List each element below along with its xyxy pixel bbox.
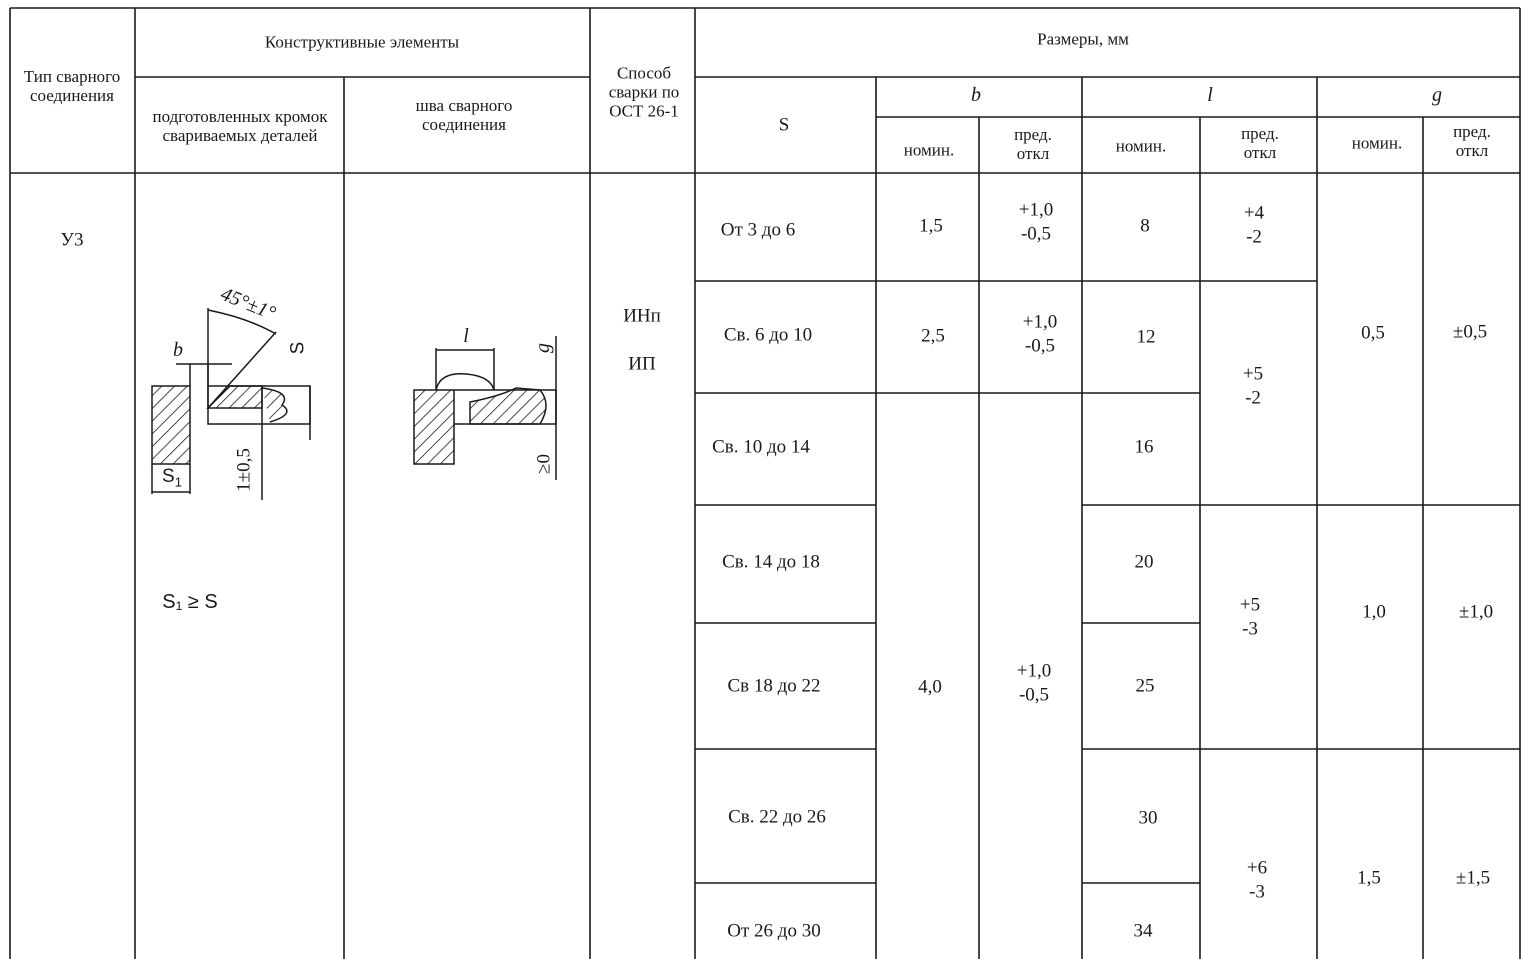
drawing-angle-label: 45°±1°	[217, 282, 279, 325]
drawing-gap-label: b	[173, 338, 183, 361]
joint-condition: S₁ ≥ S	[162, 590, 218, 613]
l-deviation-2	[1243, 362, 1263, 410]
l-nominal-2: 12	[1136, 326, 1156, 348]
s-range-6: Св. 22 до 26	[728, 806, 826, 828]
b-nominal-1: 1,5	[919, 215, 943, 237]
b-deviation-3-lower: -0,5	[1018, 684, 1050, 705]
drawing-offset-label: 1±0,5	[233, 448, 255, 492]
b-deviation-1	[1019, 198, 1053, 246]
g-deviation-3: ±1,5	[1455, 867, 1491, 889]
header-structural-elements: Конструктивные элементы	[264, 32, 460, 52]
b-deviation-2	[1023, 310, 1057, 358]
drawing-thickness-label: S	[287, 341, 309, 355]
g-nominal-1: 0,5	[1361, 322, 1385, 344]
drawing-thickness1-label	[162, 466, 182, 490]
drawing-thickness1-sub: 1	[174, 474, 182, 490]
b-nominal-3: 4,0	[918, 676, 942, 698]
g-nominal-2: 1,0	[1362, 601, 1386, 623]
l-deviation-3-lower: -3	[1242, 618, 1258, 639]
method-1: ИНп	[623, 305, 661, 327]
s-range-5: Св 18 до 22	[727, 675, 821, 697]
s-range-2: Св. 6 до 10	[723, 324, 813, 346]
header-b-nominal: номин.	[903, 140, 955, 160]
s-range-3: Св. 10 до 14	[712, 436, 810, 458]
b-deviation-2-upper: +1,0	[1022, 311, 1058, 333]
l-nominal-6: 30	[1138, 807, 1158, 829]
l-deviation-1	[1244, 201, 1264, 249]
header-s: S	[778, 114, 790, 136]
header-l-deviation: пред. откл	[1241, 123, 1279, 162]
header-b: b	[971, 83, 981, 106]
b-deviation-3	[1017, 659, 1051, 707]
header-dimensions: Размеры, мм	[1037, 29, 1129, 49]
header-g: g	[1432, 83, 1442, 106]
g-deviation-1: ±0,5	[1452, 321, 1488, 343]
l-deviation-2-lower: -2	[1245, 387, 1261, 408]
b-deviation-1-lower: -0,5	[1020, 223, 1052, 244]
l-nominal-3: 16	[1134, 436, 1154, 458]
drawing-weld-height-label: g	[531, 343, 554, 353]
b-deviation-1-upper: +1,0	[1018, 199, 1054, 221]
l-deviation-1-lower: -2	[1246, 226, 1262, 247]
drawing-thickness1-main: S	[162, 465, 175, 487]
l-nominal-4: 20	[1134, 551, 1154, 573]
l-deviation-4	[1247, 856, 1267, 904]
drawing-weld-width-label: l	[463, 324, 469, 347]
b-deviation-2-lower: -0,5	[1024, 335, 1056, 356]
header-b-deviation: пред. откл	[1014, 124, 1052, 163]
header-type-of-joint: Тип сварного соединения	[23, 66, 121, 105]
g-nominal-3: 1,5	[1357, 867, 1381, 889]
g-deviation-2: ±1,0	[1458, 601, 1494, 623]
header-g-deviation: пред. откл	[1453, 121, 1491, 160]
l-deviation-4-lower: -3	[1249, 881, 1265, 902]
drawing-min-height-label: ≥0	[533, 454, 555, 474]
header-l: l	[1207, 83, 1213, 106]
l-nominal-5: 25	[1135, 675, 1155, 697]
header-l-nominal: номин.	[1115, 136, 1167, 156]
l-deviation-3-upper: +5	[1239, 594, 1261, 616]
method-2: ИП	[628, 353, 656, 375]
b-deviation-3-upper: +1,0	[1016, 660, 1052, 682]
l-deviation-4-upper: +6	[1246, 857, 1268, 879]
joint-type: У3	[60, 229, 84, 251]
s-range-7: От 26 до 30	[727, 920, 821, 942]
l-deviation-2-upper: +5	[1242, 363, 1264, 385]
s-range-1: От 3 до 6	[720, 219, 796, 241]
header-weld-seam: шва сварного соединения	[415, 95, 513, 134]
l-deviation-3	[1240, 593, 1260, 641]
s-range-4: Св. 14 до 18	[722, 551, 820, 573]
b-nominal-2: 2,5	[921, 325, 945, 347]
header-prepared-edges: подготовленных кромок свариваемых деталей	[152, 106, 328, 145]
l-nominal-1: 8	[1140, 215, 1150, 237]
header-g-nominal: номин.	[1351, 133, 1403, 153]
header-welding-method: Способ сварки по ОСТ 26-1	[608, 63, 680, 121]
l-nominal-7: 34	[1133, 920, 1153, 942]
l-deviation-1-upper: +4	[1243, 202, 1265, 224]
